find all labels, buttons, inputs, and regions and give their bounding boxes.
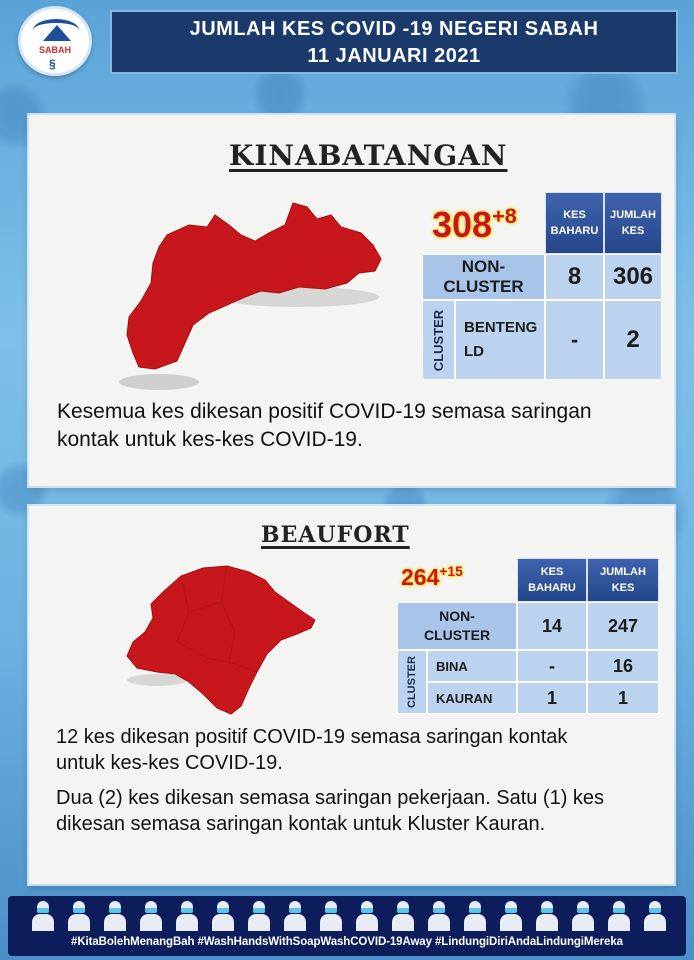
total-cases: $308^{+8}$ [432, 203, 517, 246]
person-icon [174, 901, 200, 931]
beaufort-map [117, 562, 327, 722]
district-title: KINABATANGAN [229, 139, 508, 172]
person-icon [246, 901, 272, 931]
person-icon [66, 901, 92, 931]
header-total-cases: JUMLAH KES [604, 192, 662, 254]
cluster-total: 2 [604, 300, 662, 380]
cluster-new: 1 [517, 682, 587, 714]
non-cluster-label: NON-CLUSTER [397, 602, 517, 650]
cluster-label: CLUSTER [422, 300, 455, 380]
non-cluster-label: NON-CLUSTER [422, 254, 545, 300]
logo-text: SABAH [38, 45, 71, 55]
non-cluster-total: 247 [587, 602, 659, 650]
person-icon [606, 901, 632, 931]
header-new-cases: KES BAHARU [517, 558, 587, 602]
cluster-new: - [545, 300, 604, 380]
non-cluster-new: 8 [545, 254, 604, 300]
person-icon [102, 901, 128, 931]
district-description-extra: Dua (2) kes dikesan semasa saringan pekerjaan. Satu (1) kes dikesan semasa saringan kontak untuk Kluster Kauran. [56, 787, 605, 835]
non-cluster-new: 14 [517, 602, 587, 650]
footer-banner [8, 896, 686, 956]
mountain-icon [43, 25, 71, 41]
person-icon [318, 901, 344, 931]
page-date: 11 JANUARI 2021 [307, 45, 481, 67]
header-new-cases: KES BAHARU [545, 192, 604, 254]
person-icon [210, 901, 236, 931]
non-cluster-total: 306 [604, 254, 662, 300]
district-description: 12 kes dikesan positif COVID-19 semasa saringan kontak untuk kes-kes COVID-19. [56, 726, 568, 774]
person-icon [498, 901, 524, 931]
hashtags: #KitaBolehMenangBah #WashHandsWithSoapWashCOVID-19Away #LindungiDiriAndaLindungiMereka [71, 936, 623, 948]
district-shape [127, 566, 315, 714]
district-description: Kesemua kes dikesan positif COVID-19 semasa saringan kontak untuk kes-kes COVID-19. [57, 400, 592, 451]
person-icon [282, 901, 308, 931]
cluster-label: CLUSTER [397, 650, 427, 714]
header-total-cases: JUMLAH KES [587, 558, 659, 602]
person-icon [390, 901, 416, 931]
person-icon [30, 901, 56, 931]
person-icon [462, 901, 488, 931]
kinabatangan-map [89, 197, 389, 397]
page-header [110, 10, 678, 74]
sabah-logo [18, 6, 92, 76]
person-icon [426, 901, 452, 931]
person-icon [642, 901, 668, 931]
total-cases: $264^{+15}$ [401, 564, 463, 590]
cluster-new: - [517, 650, 587, 682]
district-shape [127, 203, 381, 369]
cluster-name: KAURAN [427, 682, 517, 714]
district-panel-kinabatangan [29, 115, 674, 486]
district-title: BEAUFORT [261, 522, 410, 548]
logo-swirl-icon: § [49, 57, 56, 71]
cluster-name: BENTENG LD [455, 300, 545, 380]
person-icon [570, 901, 596, 931]
person-icon [354, 901, 380, 931]
person-icon [534, 901, 560, 931]
page-title: JUMLAH KES COVID -19 NEGERI SABAH [189, 18, 599, 40]
cluster-total: 16 [587, 650, 659, 682]
district-panel-beaufort [29, 506, 674, 884]
person-icon [138, 901, 164, 931]
cluster-name: BINA [427, 650, 517, 682]
cluster-total: 1 [587, 682, 659, 714]
